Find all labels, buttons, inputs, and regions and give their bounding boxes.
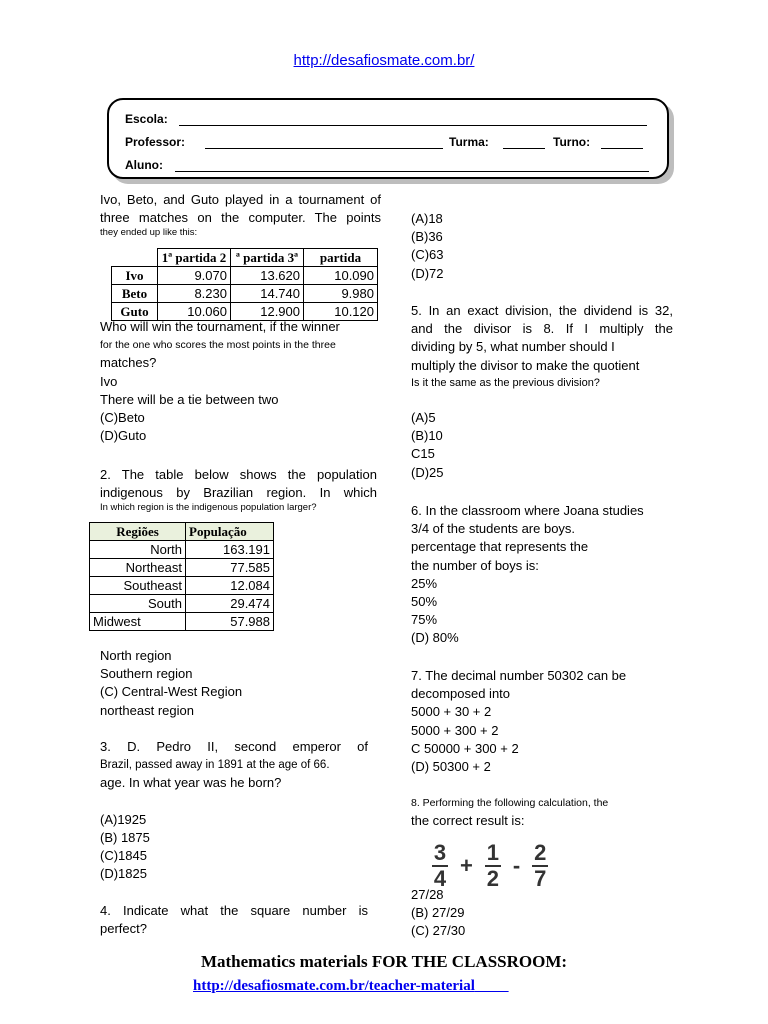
question-3 <box>100 738 368 884</box>
q2-line3: In which region is the indigenous population larger? <box>100 502 317 514</box>
table-row <box>112 285 378 303</box>
table-row <box>90 577 274 595</box>
q3-option-a[interactable]: (A)1925 <box>100 811 147 827</box>
q1-intro-line1: Ivo, Beto, and Guto played in a tournament of <box>100 192 381 207</box>
region-name: Midwest <box>90 613 186 631</box>
score-cell: 14.740 <box>231 285 304 303</box>
fraction-numerator: 3 <box>433 840 447 865</box>
scores-table-header <box>112 249 378 267</box>
q4-option-a[interactable]: (A)18 <box>411 211 443 226</box>
question-4-options <box>411 210 673 283</box>
question-8 <box>411 794 673 830</box>
q5-line1: 5. In an exact division, the dividend is 32, <box>411 303 673 318</box>
q7-line2: decomposed into <box>411 686 511 702</box>
score-cell: 13.620 <box>231 267 304 285</box>
scores-header-1: 1ª partida 2 <box>158 249 231 267</box>
regioes-header: Regiões <box>90 523 186 541</box>
q4-line1: 4. Indicate what the square number is <box>100 903 368 918</box>
q1-intro-line2: three matches on the computer. The points <box>100 210 381 226</box>
q8-option-c[interactable]: (C) 27/30 <box>411 923 466 939</box>
fraction-3-4 <box>432 842 448 890</box>
score-cell: 8.230 <box>158 285 231 303</box>
populacao-header: População <box>186 523 274 541</box>
q1-question-line3: matches? <box>100 355 157 371</box>
escola-label: Escola: <box>125 112 168 126</box>
q2-line2: indigenous by Brazilian region. In which <box>100 485 377 501</box>
q2-option-c[interactable]: (C) Central-West Region <box>100 684 243 700</box>
question-4 <box>100 902 368 938</box>
q2-line1: 2. The table below shows the population <box>100 467 377 482</box>
question-7 <box>411 667 673 776</box>
site-url-link[interactable] <box>0 52 768 69</box>
scores-header-empty <box>112 249 158 267</box>
population-value: 57.988 <box>186 613 274 631</box>
population-table-header <box>90 523 274 541</box>
q5-option-c[interactable]: C15 <box>411 446 435 462</box>
score-cell: 9.070 <box>158 267 231 285</box>
q1-option-a[interactable]: Ivo <box>100 373 118 389</box>
fraction-1-2 <box>485 842 501 890</box>
question-2 <box>100 466 377 514</box>
q5-line4: multiply the divisor to make the quotient <box>411 357 640 373</box>
site-url-text[interactable]: http://desafiosmate.com.br/ <box>293 52 475 69</box>
aluno-field[interactable] <box>175 171 649 172</box>
player-name: Ivo <box>112 267 158 285</box>
aluno-label: Aluno: <box>125 158 163 172</box>
fraction-denominator: 4 <box>433 866 447 891</box>
q4-option-b[interactable]: (B)36 <box>411 229 443 245</box>
population-value: 77.585 <box>186 559 274 577</box>
table-row <box>112 267 378 285</box>
score-cell: 10.060 <box>158 303 231 321</box>
q6-option-b[interactable]: 50% <box>411 594 438 610</box>
region-name: Southeast <box>90 577 186 595</box>
score-cell: 12.900 <box>231 303 304 321</box>
q8-line2: the correct result is: <box>411 813 525 829</box>
q6-option-d[interactable]: (D) 80% <box>411 630 459 646</box>
player-name: Beto <box>112 285 158 303</box>
q6-line2: 3/4 of the students are boys. <box>411 521 576 537</box>
population-value: 12.084 <box>186 577 274 595</box>
q7-option-c[interactable]: C 50000 + 300 + 2 <box>411 740 519 756</box>
plus-sign: + <box>460 853 473 878</box>
q5-option-d[interactable]: (D)25 <box>411 464 444 480</box>
region-name: North <box>90 541 186 559</box>
q5-option-a[interactable]: (A)5 <box>411 410 436 425</box>
scores-header-3: partida <box>304 249 378 267</box>
q6-line3: percentage that represents the <box>411 539 589 555</box>
player-name: Guto <box>112 303 158 321</box>
population-value: 163.191 <box>186 541 274 559</box>
q2-option-b[interactable]: Southern region <box>100 666 193 682</box>
q7-option-b[interactable]: 5000 + 300 + 2 <box>411 722 499 738</box>
q5-line5: Is it the same as the previous division? <box>411 376 600 389</box>
score-cell: 10.090 <box>304 267 378 285</box>
q2-option-a[interactable]: North region <box>100 648 172 663</box>
q6-option-c[interactable]: 75% <box>411 612 438 628</box>
footer-title: Mathematics materials FOR THE CLASSROOM: <box>200 952 568 971</box>
table-row <box>90 595 274 613</box>
scores-header-2: ª partida 3ª <box>231 249 304 267</box>
q1-option-d[interactable]: (D)Guto <box>100 428 147 444</box>
question-1 <box>100 191 381 239</box>
population-value: 29.474 <box>186 595 274 613</box>
q7-line1: 7. The decimal number 50302 can be <box>411 668 627 683</box>
q3-line3: age. In what year was he born? <box>100 775 282 791</box>
fraction-numerator: 2 <box>534 840 547 865</box>
escola-field[interactable] <box>179 125 647 126</box>
q8-option-a[interactable]: 27/28 <box>411 887 444 902</box>
score-cell: 10.120 <box>304 303 378 321</box>
q8-expression <box>432 842 548 890</box>
region-name: South <box>90 595 186 613</box>
q5-option-b[interactable]: (B)10 <box>411 428 443 444</box>
q1-intro-line3: they ended up like this: <box>100 227 198 239</box>
table-row <box>90 559 274 577</box>
q6-line4: the number of boys is: <box>411 557 539 573</box>
q8-option-b[interactable]: (B) 27/29 <box>411 905 465 921</box>
question-6 <box>411 502 673 648</box>
q3-line2: Brazil, passed away in 1891 at the age of 66. <box>100 759 330 772</box>
footer-link[interactable] <box>193 978 509 995</box>
fraction-2-7 <box>532 842 548 890</box>
population-table <box>89 522 274 631</box>
q6-line1: 6. In the classroom where Joana studies <box>411 503 644 518</box>
fraction-numerator: 1 <box>486 840 499 865</box>
table-row <box>90 613 274 631</box>
question-1-prompt <box>100 318 381 445</box>
professor-label: Professor: <box>125 135 186 149</box>
turma-field[interactable] <box>503 148 545 149</box>
region-name: Northeast <box>90 559 186 577</box>
q4-option-c[interactable]: (C)63 <box>411 247 444 263</box>
turma-label: Turma: <box>449 135 489 149</box>
minus-sign: - <box>512 853 521 878</box>
footer-link-text[interactable]: http://desafiosmate.com.br/teacher-material <box>193 978 475 994</box>
q4-line2: perfect? <box>100 921 147 937</box>
scores-table <box>111 248 378 321</box>
score-cell: 9.980 <box>304 285 378 303</box>
q5-line2: and the divisor is 8. If I multiply the <box>411 321 673 337</box>
question-5 <box>411 302 673 482</box>
question-2-options <box>100 647 381 720</box>
professor-field[interactable] <box>205 148 443 149</box>
q3-option-b[interactable]: (B) 1875 <box>100 830 150 845</box>
q3-line1: 3. D. Pedro II, second emperor of <box>100 739 368 754</box>
q3-option-d[interactable]: (D)1825 <box>100 866 147 882</box>
q1-question-line1: Who will win the tournament, if the winner <box>100 319 340 334</box>
fraction-denominator: 7 <box>534 866 547 891</box>
q8-line1: 8. Performing the following calculation, the <box>411 797 609 809</box>
question-8-options <box>411 886 673 941</box>
q1-option-c[interactable]: (C)Beto <box>100 410 145 426</box>
q1-option-b[interactable]: There will be a tie between two <box>100 391 279 407</box>
q5-line3: dividing by 5, what number should I <box>411 339 615 355</box>
turno-label: Turno: <box>553 135 591 149</box>
student-info-box <box>107 98 669 179</box>
q7-option-a[interactable]: 5000 + 30 + 2 <box>411 704 492 720</box>
turno-field[interactable] <box>601 148 643 149</box>
q7-option-d[interactable]: (D) 50300 + 2 <box>411 759 491 775</box>
fraction-denominator: 2 <box>486 866 499 891</box>
q6-option-a[interactable]: 25% <box>411 575 438 591</box>
q3-option-c[interactable]: (C)1845 <box>100 848 147 864</box>
q1-question-line2: for the one who scores the most points in the three <box>100 339 336 352</box>
q2-option-d[interactable]: northeast region <box>100 702 194 718</box>
table-row <box>90 541 274 559</box>
q4-option-d[interactable]: (D)72 <box>411 265 444 281</box>
